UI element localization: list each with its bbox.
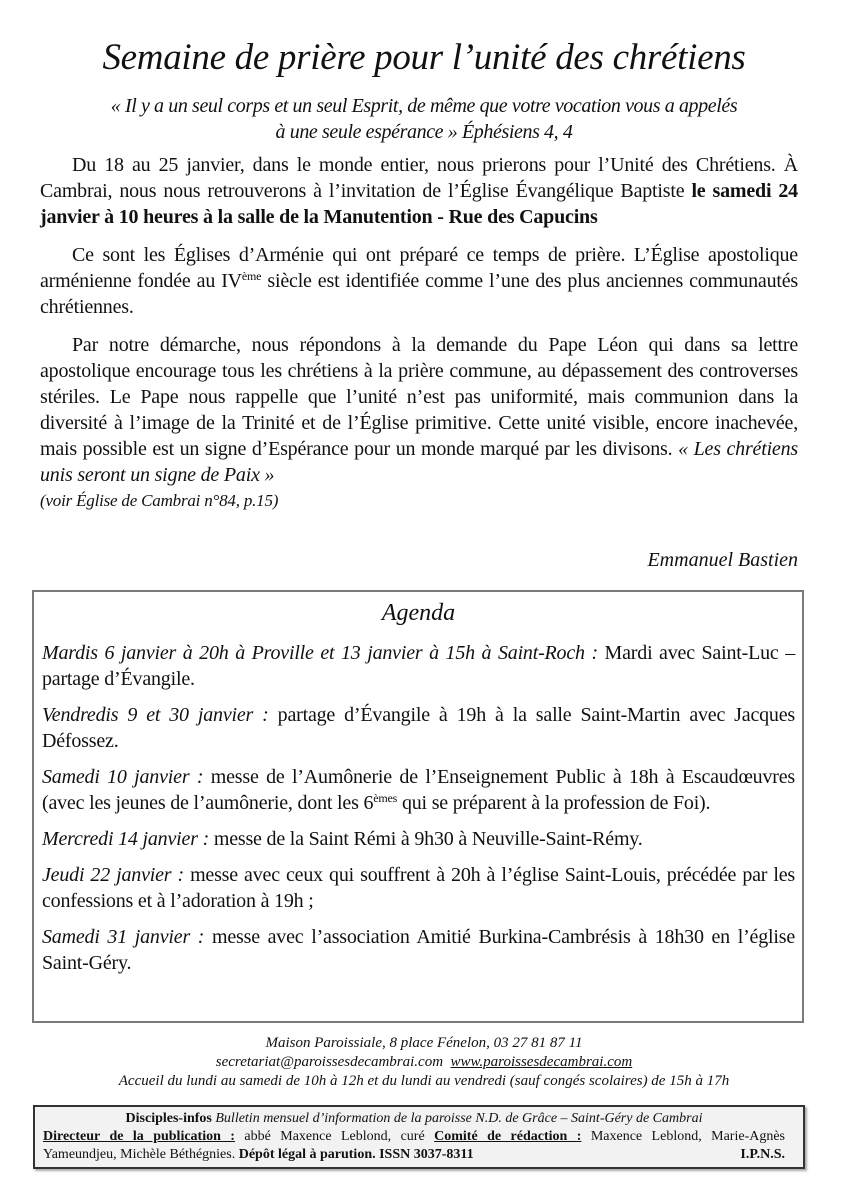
agenda-item: [42, 924, 795, 976]
agenda-item-description: messe de la Saint Rémi à 9h30 à Neuville-Saint-Rémy.: [209, 828, 643, 850]
legal-line: [43, 1146, 785, 1164]
agenda-item-description: messe avec l’association Amitié Burkina-Cambrésis à 18h30 en l’église Saint-Géry.: [42, 926, 796, 974]
agenda-title: Agenda: [381, 600, 456, 626]
page-title: Semaine de prière pour l’unité des chrétiens: [102, 37, 746, 78]
committee-value: Maxence Leblond, Marie-Agnès: [581, 1129, 786, 1144]
article-paragraph-2: [40, 242, 798, 320]
legal-left: [43, 1146, 474, 1164]
event-highlight: le samedi 24 janvier à 10 heures à la salle de la Manutention - Rue des Capucins: [40, 180, 798, 228]
agenda-item: [42, 702, 795, 754]
agenda-item-description: partage d’Évangile à 19h à la salle Saint-Martin avec Jacques Défossez.: [42, 704, 795, 752]
credits-line: [43, 1128, 785, 1146]
epigraph-line-2: à une seule espérance » Éphésiens 4, 4: [275, 121, 573, 143]
agenda-box: [32, 590, 804, 1023]
paragraph-text: Ce sont les Églises d’Arménie qui ont préparé ce temps de prière. L’Église apostolique arménienne fondée au IV: [40, 244, 798, 292]
bulletin-info: [43, 1110, 785, 1128]
superscript: ème: [241, 269, 262, 283]
committee-value-cont: Yameundjeu, Michèle Béthégnies.: [43, 1147, 239, 1162]
agenda-item: [42, 862, 795, 914]
superscript: èmes: [373, 791, 398, 805]
paragraph-text: Du 18 au 25 janvier, dans le monde entier, nous prierons pour l’Unité des Chrétiens. À Cambrai, nous nous retrouverons à l’invitation de l’Église Évangélique Baptiste: [40, 154, 798, 202]
agenda-item-date: Vendredis 9 et 30 janvier :: [42, 704, 269, 726]
article-paragraph-3: [40, 332, 798, 514]
parish-address: Maison Paroissiale, 8 place Fénelon, 03 27 81 87 11: [265, 1035, 583, 1051]
agenda-item-date: Mardis 6 janvier à 20h à Proville et 13 janvier à 15h à Saint-Roch :: [42, 642, 598, 664]
agenda-item-date: Mercredi 14 janvier :: [42, 828, 210, 850]
website-link[interactable]: www.paroissesdecambrai.com: [450, 1054, 633, 1070]
paragraph-text: siècle est identifiée comme l’une des plus anciennes communautés chrétiennes.: [40, 270, 798, 318]
ipns-label: I.P.N.S.: [740, 1147, 785, 1162]
legal-deposit: Dépôt légal à parution. ISSN 3037-8311: [238, 1147, 474, 1162]
director-value: abbé Maxence Leblond, curé: [234, 1129, 435, 1144]
epigraph-line-1: « Il y a un seul corps et un seul Esprit, de même que votre vocation vous a appelés: [110, 95, 738, 117]
email-link[interactable]: secretariat@paroissesdecambrai.com: [215, 1054, 444, 1070]
contact-info: [0, 1034, 848, 1091]
agenda-item-description: Mardi avec Saint-Luc – partage d’Évangile.: [42, 642, 795, 690]
agenda-item-description: messe de l’Aumônerie de l’Enseignement Public à 18h à Escaudœuvres (avec les jeunes de l’aumônerie, dont les 6: [42, 766, 796, 814]
paragraph-text: Par notre démarche, nous répondons à la demande du Pape Léon qui dans sa lettre apostolique encourage tous les chrétiens à la prière commune, au dépassement des controverses stériles. Le Pape nous rappelle que l’unité n’est pas uniformité, mais communion dans la diversité à l’image de la Trinité et de l’Église primitive. Cette unité visible, encore inachevée, mais possible est un signe d’Espérance pour un monde marqué par les divisons.: [40, 334, 798, 460]
opening-hours: Accueil du lundi au samedi de 10h à 12h et du lundi au vendredi (sauf congés scolaires) de 15h à 17h: [118, 1073, 730, 1089]
agenda-item-date: Samedi 31 janvier :: [42, 926, 205, 948]
agenda-item: [42, 640, 795, 692]
contact-line-web: [0, 1053, 848, 1072]
bulletin-description: Bulletin mensuel d’information de la paroisse N.D. de Grâce – Saint-Géry de Cambrai: [211, 1111, 703, 1126]
agenda-item-date: Samedi 10 janvier :: [42, 766, 204, 788]
bulletin-name: Disciples-infos: [125, 1111, 212, 1126]
author-signature: Emmanuel Bastien: [647, 549, 798, 571]
reference-citation: (voir Église de Cambrai n°84, p.15): [40, 491, 279, 510]
publication-footer: [33, 1105, 805, 1169]
agenda-item: [42, 826, 795, 852]
epigraph-quote: [40, 93, 808, 145]
article-body: [40, 152, 798, 526]
committee-label: Comité de rédaction :: [434, 1129, 582, 1144]
peace-quote: « Les chrétiens unis seront un signe de Paix »: [40, 438, 798, 486]
agenda-item-date: Jeudi 22 janvier :: [42, 864, 184, 886]
agenda-item-description: messe avec ceux qui souffrent à 20h à l’église Saint-Louis, précédée par les confessions et à l’adoration à 19h ;: [42, 864, 795, 912]
article-paragraph-1: [40, 152, 798, 230]
agenda-item-description-cont: qui se préparent à la profession de Foi).: [397, 792, 711, 814]
director-label: Directeur de la publication :: [43, 1129, 235, 1144]
agenda-item: [42, 764, 795, 816]
